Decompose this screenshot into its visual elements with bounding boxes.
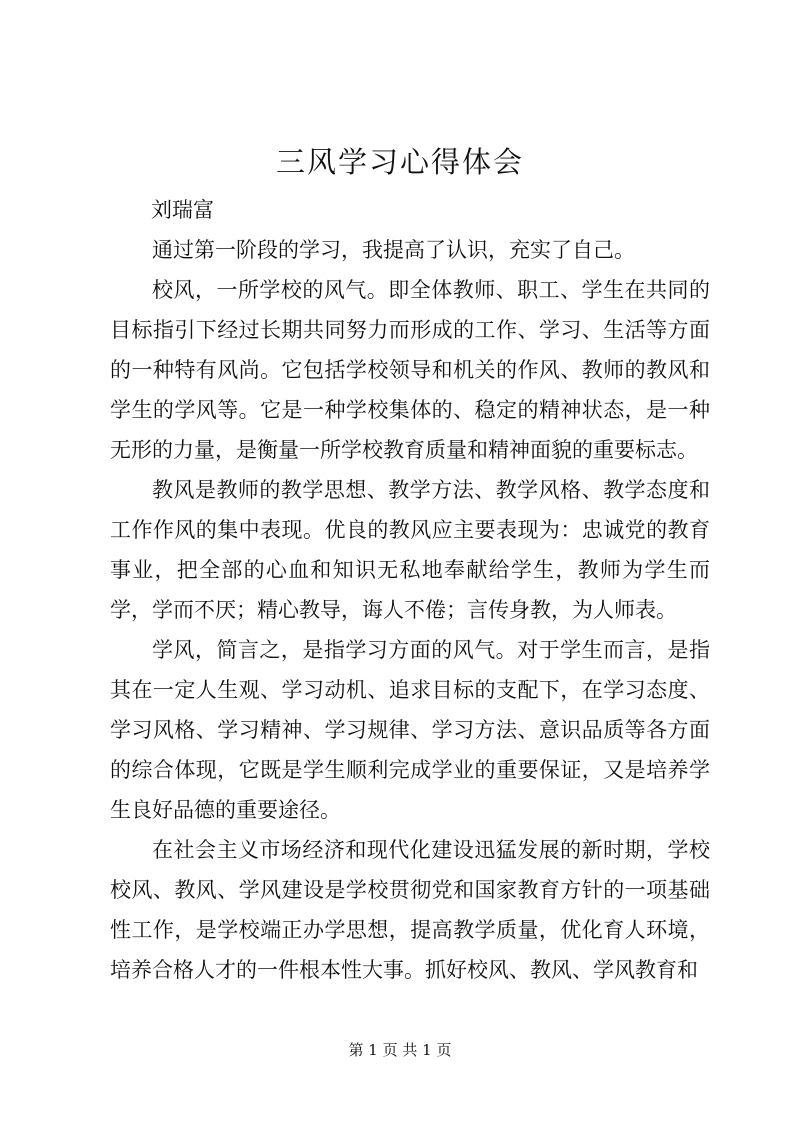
page-footer: 第 1 页 共 1 页	[348, 1041, 452, 1059]
paragraph-4: 学风，简言之，是指学习方面的风气。对于学生而言，是指其在一定人生观、学习动机、追求目标的支配下，在学习态度、学习风格、学习精神、学习规律、学习方法、意识品质等各方面的综合体现，它既是学生顺利完成学业的重要保证，又是培养学生良好品德的重要途径。	[110, 638, 710, 822]
author-name: 刘瑞富	[151, 198, 214, 222]
paragraph-5: 在社会主义市场经济和现代化建设迅猛发展的新时期，学校校风、教风、学风建设是学校贯彻党和国家教育方针的一项基础性工作，是学校端正办学思想，提高教学质量，优化育人环境，培养合格人才的一件根本性大事。抓好校风、教风、学风教育和	[110, 838, 710, 982]
page-title: 三风学习心得体会	[275, 145, 524, 179]
paragraph-1: 通过第一阶段的学习，我提高了认识，充实了自己。	[152, 238, 635, 262]
paragraph-3: 教风是教师的教学思想、教学方法、教学风格、教学态度和工作作风的集中表现。优良的教风应主要表现为：忠诚党的教育事业，把全部的心血和知识无私地奉献给学生，教师为学生而学，学而不厌；精心教导，诲人不倦；言传身教，为人师表。	[110, 478, 710, 622]
paragraph-2: 校风，一所学校的风气。即全体教师、职工、学生在共同的目标指引下经过长期共同努力而形成的工作、学习、生活等方面的一种特有风尚。它包括学校领导和机关的作风、教师的教风和学生的学风等。它是一种学校集体的、稳定的精神状态，是一种无形的力量，是衡量一所学校教育质量和精神面貌的重要标志。	[110, 278, 710, 462]
document-body	[110, 230, 710, 990]
